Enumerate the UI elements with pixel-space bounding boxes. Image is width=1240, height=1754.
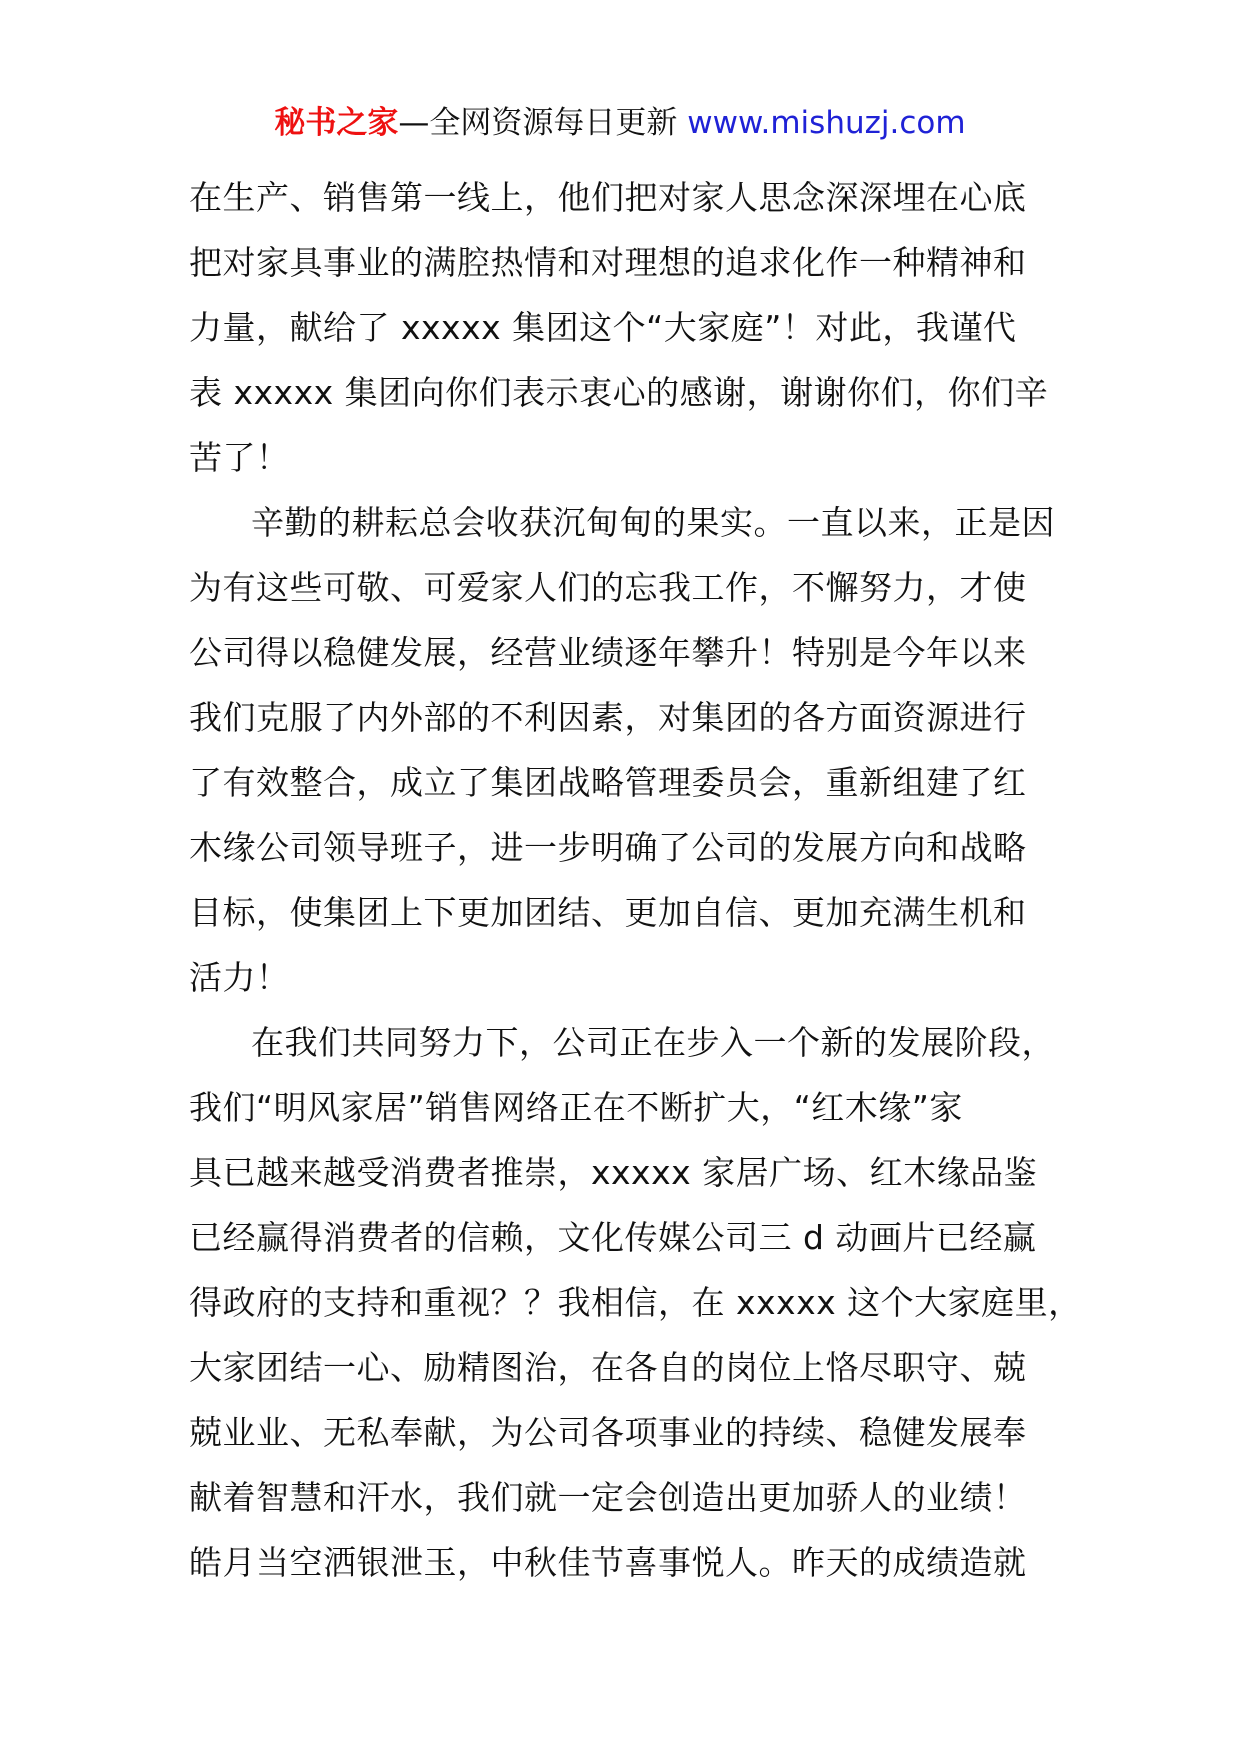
text-line: 力量，献给了 xxxxx 集团这个“大家庭”！对此，我谨代 <box>189 308 1017 347</box>
header-brand: 秘书之家 <box>274 105 399 141</box>
text-line: 苦了！ <box>189 438 290 477</box>
document-body <box>189 165 1082 1595</box>
text-line: 皓月当空洒银泄玉，中秋佳节喜事悦人。昨天的成绩造就 <box>189 1543 1027 1582</box>
text-line: 得政府的支持和重视？？我相信，在 xxxxx 这个大家庭里， <box>189 1283 1082 1322</box>
text-line: 目标，使集团上下更加团结、更加自信、更加充满生机和 <box>189 893 1027 932</box>
text-line: 大家团结一心、励精图治，在各自的岗位上恪尽职守、兢 <box>189 1348 1027 1387</box>
text-line: 公司得以稳健发展，经营业绩逐年攀升！特别是今年以来 <box>189 633 1027 672</box>
header-url-link[interactable]: www.mishuzj.com <box>687 105 966 141</box>
text-line: 具已越来越受消费者推崇，xxxxx 家居广场、红木缘品鉴 <box>189 1153 1038 1192</box>
text-line: 把对家具事业的满腔热情和对理想的追求化作一种精神和 <box>189 243 1027 282</box>
text-line: 表 xxxxx 集团向你们表示衷心的感谢，谢谢你们，你们辛 <box>189 373 1049 412</box>
text-line: 已经赢得消费者的信赖，文化传媒公司三 d 动画片已经赢 <box>189 1218 1037 1257</box>
text-line: 兢业业、无私奉献，为公司各项事业的持续、稳健发展奉 <box>189 1413 1027 1452</box>
text-line: 活力！ <box>189 958 290 997</box>
text-line: 献着智慧和汗水，我们就一定会创造出更加骄人的业绩！ <box>189 1478 1027 1517</box>
paragraph-first-line: 辛勤的耕耘总会收获沉甸甸的果实。一直以来，正是因 <box>251 503 1055 542</box>
text-line: 我们“明风家居”销售网络正在不断扩大，“红木缘”家 <box>189 1088 963 1127</box>
text-line: 木缘公司领导班子，进一步明确了公司的发展方向和战略 <box>189 828 1027 867</box>
header-slogan: —全网资源每日更新 <box>398 105 688 141</box>
text-line: 了有效整合，成立了集团战略管理委员会，重新组建了红 <box>189 763 1027 802</box>
paragraph-first-line: 在我们共同努力下，公司正在步入一个新的发展阶段， <box>251 1023 1055 1062</box>
text-line: 为有这些可敬、可爱家人们的忘我工作，不懈努力，才使 <box>189 568 1027 607</box>
text-line: 我们克服了内外部的不利因素，对集团的各方面资源进行 <box>189 698 1027 737</box>
text-line: 在生产、销售第一线上，他们把对家人思念深深埋在心底 <box>189 178 1027 217</box>
page-header <box>0 98 1240 148</box>
